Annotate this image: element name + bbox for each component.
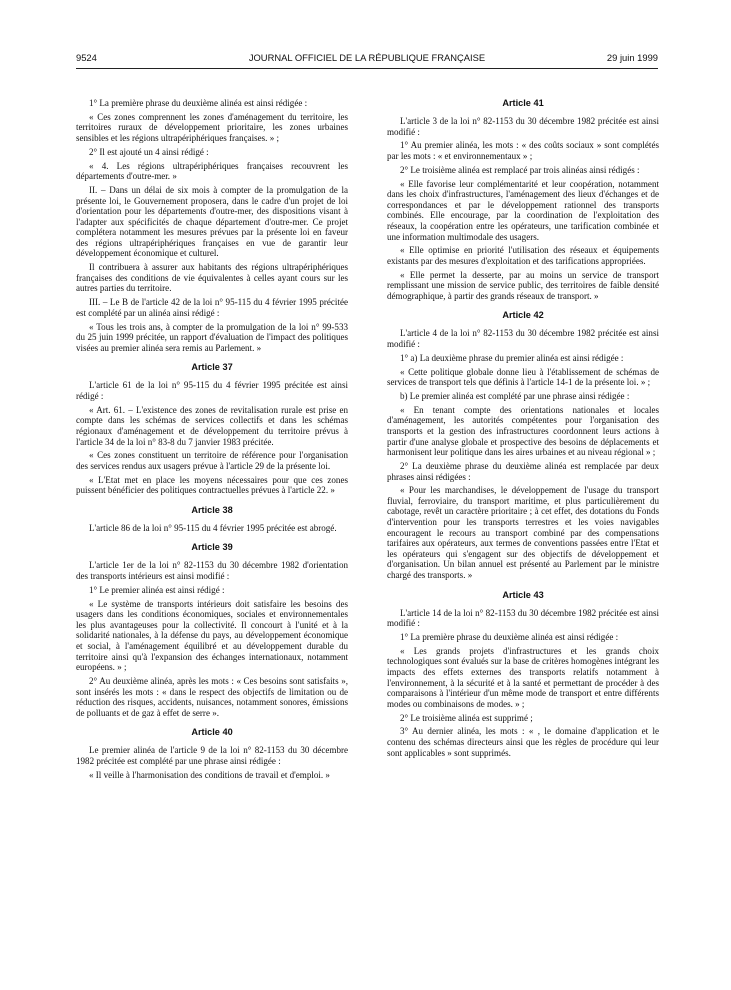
paragraph: « Pour les marchandises, le développement de l'usage du transport fluvial, ferroviaire, du transport maritime, et plus particulièrement du cabotage, revêt un caractère prioritaire ; à cet effet, des dotations du Fonds d'intervention pour les transports terrestres et les voies navigables encouragent le recours au transport combiné par des compensations tarifaires aux opérateurs, aux termes de conventions passées entre l'Etat et les opérateurs qui s'engagent sur des objectifs de développement et d'organisation. Un bilan annuel est présenté au Parlement par le ministre chargé des transports. » [387,485,659,581]
paragraph: 1° La première phrase du deuxième alinéa est ainsi rédigée : [400,632,619,642]
paragraph: « Tous les trois ans, à compter de la promulgation de la loi n° 99-533 du 25 juin 1999 précitée, un rapport d'évaluation de l'impact des politiques visées au premier alinéa sera remis au Parlement. » [76,321,348,353]
paragraph: « Les grands projets d'infrastructures et les grands choix technologiques sont évalués sur la base de critères homogènes intégrant les impacts des effets externes des transports relatifs notamment à l'environnement, à la sécurité et à la santé et permettant de procéder à des comparaisons à l'intérieur d'un même mode de transport et entre différents modes ou combinaisons de modes. » ; [387,645,659,709]
paragraph: « Elle permet la desserte, par au moins un service de transport remplissant une mission de service public, des territoires de faible densité démographique, à partir des grands réseaux de transport. » [387,269,659,301]
article-heading: Article 42 [502,310,544,321]
paragraph: II. – Dans un délai de six mois à compter de la promulgation de la présente loi, le Gouvernement proposera, dans le cadre d'un projet de loi d'orientation pour les départements d'outre-mer, des dispositions visant à l'adapter aux spécificités de chaque département d'outre-mer. Ce projet complétera notamment les mesures prévues par la présente loi en faveur des régions ultrapériphériques françaises en vue de garantir leur développement économique et culturel. [76,184,348,259]
paragraph: « Ces zones comprennent les zones d'aménagement du territoire, les territoires ruraux de développement prioritaire, les zones urbaines sensibles et les régions ultrapériphériques françaises. » ; [76,111,348,143]
journal-title: JOURNAL OFFICIEL DE LA RÉPUBLIQUE FRANÇAISE [248,52,486,63]
paragraph: 1° Le premier alinéa est ainsi rédigé : [89,584,225,595]
publication-date: 29 juin 1999 [606,52,658,63]
paragraph: 2° Au deuxième alinéa, après les mots : « Ces besoins sont satisfaits », sont insérés les mots : « dans le respect des objectifs de limitation ou de réduction des risques, accidents, nuisances, notamment sonores, émissions de polluants et de gaz à effet de serre ». [76,675,348,718]
article-heading: Article 41 [502,98,544,108]
paragraph: L'article 4 de la loi n° 82-1153 du 30 décembre 1982 précitée est ainsi modifié : [387,328,659,350]
article-heading: Article 39 [191,542,233,553]
paragraph: « Il veille à l'harmonisation des conditions de travail et d'emploi. » [89,769,330,780]
right-column [387,98,659,761]
paragraph: 3° Au dernier alinéa, les mots : « , le domaine d'application et le contenu des schémas directeurs ainsi que les règles de procédure qui leur sont applicables » sont supprimés. [387,726,659,758]
article-heading: Article 43 [502,589,544,600]
paragraph: « Cette politique globale donne lieu à l'établissement de schémas de services de transport tels que définis à l'article 14-1 de la présente loi. » ; [387,366,659,388]
paragraph: L'article 3 de la loi n° 82-1153 du 30 décembre 1982 précitée est ainsi modifié : [387,116,659,137]
paragraph: 2° La deuxième phrase du deuxième alinéa est remplacée par deux phrases ainsi rédigées : [387,460,659,482]
paragraph: « Art. 61. – L'existence des zones de revitalisation rurale est prise en compte dans les schémas de services collectifs et dans les schémas régionaux d'aménagement et de développement du territoire prévus à l'article 34 de la loi n° 83-8 du 7 janvier 1983 précitée. [76,404,348,447]
paragraph: « Elle optimise en priorité l'utilisation des réseaux et équipements existants par des mesures d'exploitation et des tarifications appropriées. [387,245,659,266]
paragraph: L'article 1er de la loi n° 82-1153 du 30 décembre 1982 d'orientation des transports intérieurs est ainsi modifié : [76,560,348,582]
paragraph: 1° Au premier alinéa, les mots : « des coûts sociaux » sont complétés par les mots : « et environnementaux » ; [387,140,659,161]
left-column [76,98,348,784]
paragraph: Il contribuera à assurer aux habitants des régions ultrapériphériques françaises des conditions de vie équivalentes à celles ayant cours sur les autres parties du territoire. [76,262,348,294]
paragraph: 2° Le troisième alinéa est supprimé ; [400,712,533,723]
paragraph: « En tenant compte des orientations nationales et locales d'aménagement, les autorités compétentes pour l'organisation des transports et la gestion des infrastructures coordonnent leurs actions à partir d'une analyse globale et prospective des besoins de déplacements et harmonisent leur politique dans les aires urbaines et au niveau régional » ; [387,404,659,458]
paragraph: « L'Etat met en place les moyens nécessaires pour que ces zones puissent bénéficier des politiques contractuelles prévues à l'article 22. » [76,474,348,496]
paragraph: L'article 14 de la loi n° 82-1153 du 30 décembre 1982 précitée est ainsi modifié : [387,607,659,629]
header-rule [76,68,658,69]
paragraph: « Ces zones constituent un territoire de référence pour l'organisation des services rendus aux usagers prévue à l'article 29 de la présente loi. [76,450,348,471]
paragraph: b) Le premier alinéa est complété par une phrase ainsi rédigée : [400,390,630,401]
page-number: 9524 [76,52,97,63]
paragraph: L'article 86 de la loi n° 95-115 du 4 février 1995 précitée est abrogé. [89,522,337,533]
paragraph: 2° Le troisième alinéa est remplacé par trois alinéas ainsi rédigés : [400,164,640,175]
page-header [76,52,658,66]
paragraph: « Elle favorise leur complémentarité et leur coopération, notamment dans les choix d'infrastructures, l'aménagement des lieux d'échanges et de correspondances et par le développement rationnel des transports combinés. Elle encourage, par la coordination de l'exploitation des réseaux, la coopération entre les opérateurs, une tarification combinée et une information multimodale des usagers. [387,178,659,242]
paragraph: « Le système de transports intérieurs doit satisfaire les besoins des usagers dans les conditions économiques, sociales et environnementales les plus avantageuses pour la collectivité. Il concourt à l'unité et à la solidarité nationales, à la défense du pays, au développement économique et social, à l'aménagement équilibré et au développement durable du territoire ainsi qu'à l'expansion des échanges internationaux, notamment européens. » ; [76,598,348,673]
article-heading: Article 37 [191,362,233,373]
paragraph: 2° Il est ajouté un 4 ainsi rédigé : [89,146,209,157]
paragraph: 1° La première phrase du deuxième alinéa est ainsi rédigée : [89,98,308,108]
paragraph: III. – Le B de l'article 42 de la loi n° 95-115 du 4 février 1995 précitée est complété par un alinéa ainsi rédigé : [76,297,348,318]
article-heading: Article 40 [191,727,233,738]
paragraph: L'article 61 de la loi n° 95-115 du 4 février 1995 précitée est ainsi rédigé : [76,380,348,401]
article-heading: Article 38 [191,504,233,515]
paragraph: Le premier alinéa de l'article 9 de la loi n° 82-1153 du 30 décembre 1982 précitée est complété par une phrase ainsi rédigée : [76,745,348,766]
paragraph: 1° a) La deuxième phrase du premier alinéa est ainsi rédigée : [400,352,624,363]
paragraph: « 4. Les régions ultrapériphériques françaises recouvrent les départements d'outre-mer. » [76,160,348,182]
